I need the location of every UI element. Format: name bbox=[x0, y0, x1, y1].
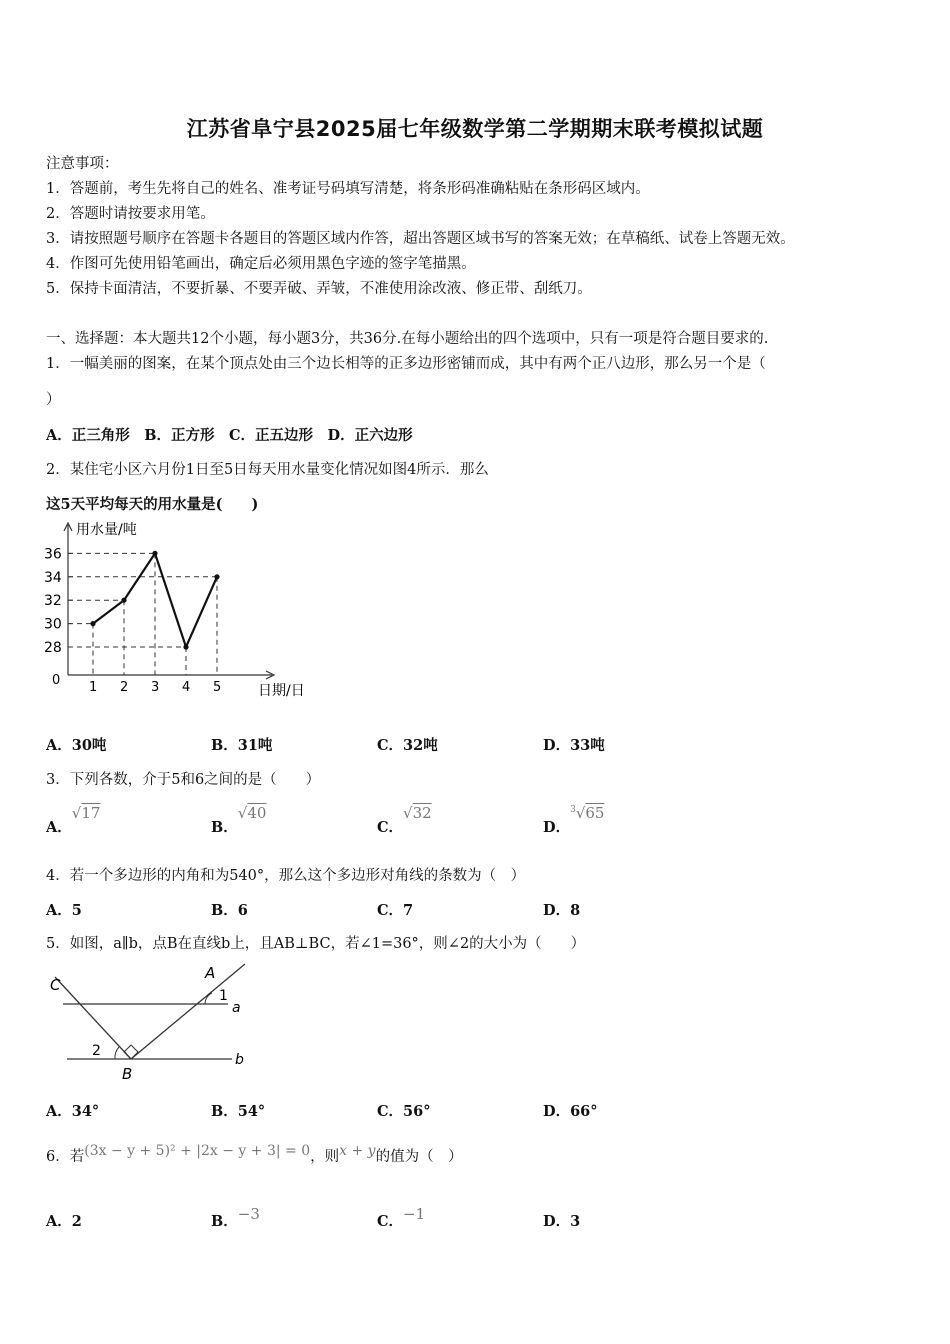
q1-stem: 1．一幅美丽的图案，在某个顶点处由三个边长相等的正多边形密铺而成，其中有两个正八边形，那么另一个是（ bbox=[46, 356, 766, 372]
notice-item-1: 1．答题前，考生先将自己的姓名、准考证号码填写清楚，将条形码准确粘贴在条形码区域内。 bbox=[46, 181, 650, 197]
right-angle-mark bbox=[124, 1045, 138, 1059]
point-c-label: C bbox=[50, 976, 61, 994]
q4-option-b: B．6 bbox=[211, 902, 248, 919]
x-tick-label: 2 bbox=[120, 680, 129, 695]
notice-heading: 注意事项： bbox=[46, 156, 119, 172]
data-point bbox=[183, 644, 188, 649]
y-tick-label: 30 bbox=[44, 616, 62, 633]
point-b-label: B bbox=[122, 1065, 133, 1083]
q4-option-d: D．8 bbox=[543, 902, 581, 919]
angle-1-label: 1 bbox=[219, 988, 228, 1004]
section-heading: 一、选择题：本大题共12个小题，每小题3分，共36分.在每小题给出的四个选项中，只有一项是符合题目要求的. bbox=[46, 331, 769, 347]
segment-ba bbox=[131, 964, 245, 1059]
q1-stem-end: ） bbox=[46, 392, 61, 408]
angle-1-arc bbox=[205, 993, 212, 1004]
line-b-label: b bbox=[235, 1052, 244, 1068]
q2-option-c: C．32吨 bbox=[377, 737, 438, 754]
origin-label: 0 bbox=[52, 673, 61, 688]
q6-option-d: D．3 bbox=[543, 1213, 581, 1230]
x-tick-label: 3 bbox=[151, 680, 160, 695]
q5-option-c: C．56° bbox=[377, 1103, 431, 1120]
q5-option-b: B．54° bbox=[211, 1103, 266, 1120]
y-axis-label: 用水量/吨 bbox=[76, 522, 137, 538]
y-tick-label: 34 bbox=[44, 569, 62, 586]
notice-item-4: 4．作图可先使用铅笔画出，确定后必须用黑色字迹的签字笔描黑。 bbox=[46, 256, 476, 272]
q5-option-d: D．66° bbox=[543, 1103, 598, 1120]
q6-option-c: C．−1 bbox=[377, 1205, 426, 1230]
angle-2-label: 2 bbox=[92, 1043, 101, 1059]
data-point bbox=[214, 574, 219, 579]
q4-option-a: A．5 bbox=[46, 902, 82, 919]
q5-option-a: A．34° bbox=[46, 1103, 100, 1120]
data-point bbox=[121, 598, 126, 603]
q3-option-a: A．√17 bbox=[46, 804, 101, 836]
y-tick-label: 32 bbox=[44, 593, 62, 610]
q3-stem: 3．下列各数，介于5和6之间的是（ ） bbox=[46, 772, 321, 788]
q2-stem-line2: 这5天平均每天的用水量是( ) bbox=[46, 496, 259, 513]
q3-option-d: D．$^3$√65 bbox=[543, 804, 605, 836]
y-tick-label: 36 bbox=[44, 546, 62, 563]
line-a-label: a bbox=[232, 1000, 241, 1016]
y-tick-label: 28 bbox=[44, 640, 62, 656]
x-tick-label: 4 bbox=[182, 680, 191, 695]
q4-stem: 4．若一个多边形的内角和为540°，那么这个多边形对角线的条数为（ ） bbox=[46, 868, 526, 884]
notice-item-5: 5．保持卡面清洁，不要折暴、不要弄破、弄皱，不准使用涂改液、修正带、刮纸刀。 bbox=[46, 281, 592, 297]
q2-option-b: B．31吨 bbox=[211, 737, 273, 754]
q6-option-b: B．−3 bbox=[211, 1205, 260, 1230]
x-tick-label: 1 bbox=[89, 680, 98, 695]
q1-options: A．正三角形 B．正方形 C．正五边形 D．正六边形 bbox=[46, 427, 413, 444]
q6-expression: x + y bbox=[339, 1143, 376, 1159]
q6-stem: 6．若(3x − y + 5)² + |2x − y + 3| = 0，则x + y的值为（ ） bbox=[46, 1143, 463, 1165]
water-usage-line-chart bbox=[40, 515, 330, 705]
data-point bbox=[90, 621, 95, 626]
angle-2-arc bbox=[115, 1047, 119, 1059]
q3-option-c: C．√32 bbox=[377, 804, 432, 836]
q2-stem-line1: 2．某住宅小区六月份1日至5日每天用水量变化情况如图4所示．那么 bbox=[46, 462, 489, 478]
page-title: 江苏省阜宁县2025届七年级数学第二学期期末联考模拟试题 bbox=[186, 117, 764, 141]
notice-item-2: 2．答题时请按要求用笔。 bbox=[46, 206, 215, 222]
q6-equation: (3x − y + 5)² + |2x − y + 3| = 0 bbox=[84, 1143, 311, 1159]
point-a-label: A bbox=[205, 964, 216, 982]
q2-option-a: A．30吨 bbox=[46, 737, 107, 754]
q4-option-c: C．7 bbox=[377, 902, 414, 919]
q5-stem: 5．如图，a∥b，点B在直线b上，且AB⊥BC，若∠1=36°，则∠2的大小为（ ） bbox=[46, 936, 586, 952]
q2-option-d: D．33吨 bbox=[543, 737, 605, 754]
notice-item-3: 3．请按照题号顺序在答题卡各题目的答题区域内作答，超出答题区域书写的答案无效；在草稿纸、试卷上答题无效。 bbox=[46, 231, 795, 247]
q6-option-a: A．2 bbox=[46, 1213, 82, 1230]
x-axis-label: 日期/日 bbox=[258, 683, 305, 699]
data-point bbox=[152, 551, 157, 556]
q3-option-b: B．√40 bbox=[211, 804, 267, 836]
x-tick-label: 5 bbox=[213, 680, 222, 695]
parallel-lines-figure bbox=[45, 962, 250, 1084]
